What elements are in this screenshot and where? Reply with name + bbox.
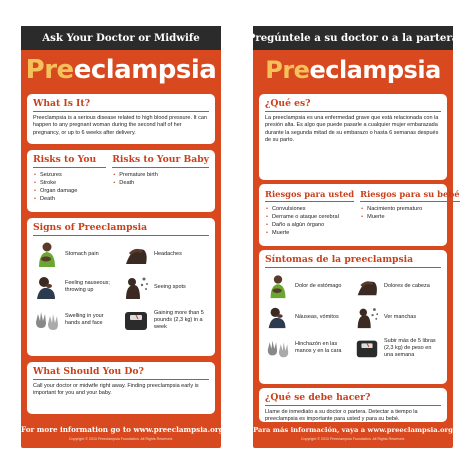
divider [265, 267, 441, 268]
sign-label: Dolor de estómago [295, 282, 342, 289]
list-item: • Muerte [265, 229, 354, 237]
headache-icon [122, 240, 150, 268]
divider [33, 167, 106, 168]
list-item: • Premature birth [112, 171, 209, 179]
sign-headaches [354, 272, 441, 300]
riesgos-section [259, 184, 460, 246]
sign-nausea [33, 273, 120, 301]
what-to-do-section [27, 362, 215, 414]
card-topbar: Ask Your Doctor or Midwife [21, 26, 221, 50]
divider [112, 167, 209, 168]
sign-swelling [265, 334, 352, 362]
risks-to-you [33, 154, 106, 203]
list-item: • Seizures [33, 171, 106, 179]
sign-label: Swelling in your hands and face [65, 313, 104, 326]
section-heading: What Is It? [33, 98, 90, 109]
sign-label: Seeing spots [154, 283, 186, 290]
divider [265, 111, 441, 112]
sign-stomach-pain [265, 272, 352, 300]
divider [33, 111, 209, 112]
sign-label: Subir más de 5 libras (2,3 kg) de peso en una semana [384, 337, 436, 358]
sign-stomach-pain [33, 240, 120, 268]
sign-label: Ver manchas [384, 313, 417, 320]
sign-seeing-spots [122, 273, 209, 301]
swelling-hands-icon [265, 335, 291, 361]
sign-label: Feeling nauseous; throwing up [65, 280, 110, 293]
risks-to-baby [112, 154, 209, 203]
section-heading: Riesgos para su bebé [360, 189, 460, 199]
list-item: • Nacimiento prematuro [360, 205, 459, 213]
que-es-section [259, 94, 447, 180]
footer-copyright: Copyright © 2010 Preeclampsia Foundation. All Rights Reserved. [300, 437, 406, 441]
title-suffix: eclampsia [309, 56, 441, 84]
seeing-spots-icon [354, 304, 380, 330]
sintomas-section [259, 250, 447, 384]
stomach-pain-icon [265, 273, 291, 299]
sign-label: Stomach pain [65, 250, 99, 257]
stomach-pain-icon [33, 240, 61, 268]
divider [360, 201, 459, 202]
spanish-card [247, 26, 460, 448]
section-heading: What Should You Do? [33, 366, 144, 377]
nausea-icon [265, 304, 291, 330]
card-title [253, 50, 453, 90]
what-is-it-text: Preeclampsia is a serious disease related to high blood pressure. It can happen to any pregnant woman during the second half of her pregnancy, or up to 6 weeks after delivery. [33, 115, 207, 136]
divider [33, 379, 209, 380]
sign-label: Gaining more than 5 pounds (2,3 kg) in a week [154, 309, 204, 330]
sign-label: Náuseas, vómitos [295, 313, 339, 320]
english-card [21, 26, 224, 448]
sign-weight-gain [354, 334, 441, 362]
section-heading: Risks to Your Baby [112, 154, 209, 165]
que-hacer-section [259, 388, 447, 422]
divider [265, 201, 354, 202]
risks-section [27, 150, 215, 212]
riesgos-bebe [360, 188, 459, 237]
headache-icon [354, 273, 380, 299]
section-heading: Signs of Preeclampsia [33, 222, 148, 233]
card-topbar: Pregúntele a su doctor o a la partera [253, 26, 453, 50]
que-es-text: La preeclampsia es una enfermedad grave que está relacionada con la presión alta. Es algo que puede pasarle a cualquier mujer embarazada durante la segunda mitad de su embarazo o hasta 6 semanas después de su parto. [265, 115, 439, 144]
signs-section [27, 218, 215, 356]
sign-weight-gain [122, 306, 209, 334]
footer-info: Para más información, vaya a www.preeclampsia.org [253, 426, 453, 434]
title-suffix: eclampsia [73, 55, 217, 85]
section-heading: ¿Qué se debe hacer? [265, 392, 371, 403]
section-heading: ¿Qué es? [265, 98, 311, 109]
que-hacer-text: Llame de inmediato a su doctor o partera. Detectar a tiempo la preeclampsia es importante para usted y para su bebé. [265, 409, 418, 423]
sign-label: Dolores de cabeza [384, 282, 430, 289]
card-footer [253, 422, 453, 448]
footer-info: For more information go to www.preeclampsia.org [21, 425, 224, 434]
riesgos-usted [265, 188, 354, 237]
sign-headaches [122, 240, 209, 268]
section-heading: Risks to You [33, 154, 97, 165]
what-to-do-text: Call your doctor or midwife right away. Finding preeclampsia early is important for you and your baby. [33, 383, 199, 397]
section-heading: Síntomas de la preeclampsia [265, 254, 414, 265]
divider [265, 405, 441, 406]
swelling-hands-icon [33, 306, 61, 334]
card-title [21, 50, 221, 90]
title-prefix: Pre [25, 55, 74, 85]
footer-copyright: Copyright © 2010 Preeclampsia Foundation. All Rights Reserved. [68, 437, 174, 441]
sign-label: Hinchazón en las manos y en la cara [295, 341, 342, 354]
sign-label: Headaches [154, 250, 182, 257]
sign-swelling [33, 306, 120, 334]
scale-icon [354, 335, 380, 361]
divider [33, 235, 209, 236]
nausea-icon [33, 273, 61, 301]
list-item: • Organ damage [33, 187, 106, 195]
card-footer [21, 422, 224, 448]
section-heading: Riesgos para usted [265, 189, 355, 199]
sign-nausea [265, 303, 352, 331]
list-item: • Stroke [33, 179, 106, 187]
list-item: • Daño a algún órgano [265, 221, 354, 229]
title-prefix: Pre [265, 56, 310, 84]
list-item: • Convulsiones [265, 205, 354, 213]
list-item: • Death [112, 179, 209, 187]
list-item: • Muerte [360, 213, 459, 221]
scale-icon [122, 306, 150, 334]
sign-seeing-spots [354, 303, 441, 331]
list-item: • Derrame o ataque cerebral [265, 213, 354, 221]
seeing-spots-icon [122, 273, 150, 301]
what-is-it-section [27, 94, 215, 144]
list-item: • Death [33, 195, 106, 203]
